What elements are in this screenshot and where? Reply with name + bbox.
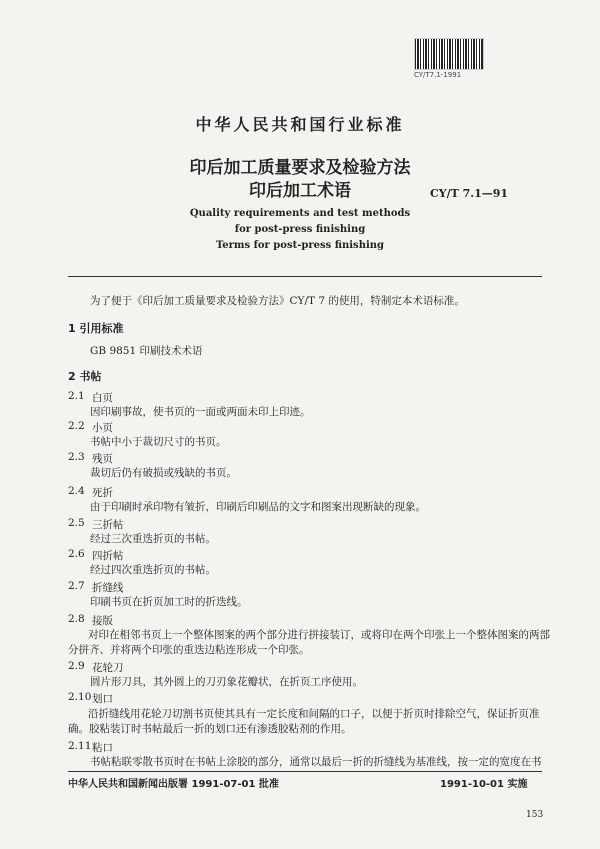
term-name: 接版 <box>92 615 113 627</box>
term-number: 2.3 <box>68 451 85 463</box>
term-definition: 书帖粘联零散书页时在书帖上涂胶的部分，通常以最后一折的折缝线为基准线，按一定的宽度在书 <box>90 756 542 768</box>
term-number: 2.6 <box>68 548 85 560</box>
term-definition: 书帖中小于裁切尺寸的书页。 <box>90 436 227 448</box>
term-name: 小页 <box>92 422 113 434</box>
english-title-line3: Terms for post-press finishing <box>215 240 385 251</box>
bottom-divider <box>68 771 542 772</box>
term-name: 折缝线 <box>92 582 124 594</box>
term-number: 2.2 <box>68 420 85 432</box>
english-title-line1: Quality requirements and test methods <box>189 208 411 219</box>
term-name: 粘口 <box>92 742 113 754</box>
term-number: 2.10 <box>68 691 92 703</box>
approval-line: 中华人民共和国新闻出版署 1991-07-01 批准 <box>68 779 279 790</box>
term-number: 2.7 <box>68 580 85 592</box>
barcode <box>414 38 484 70</box>
barcode-text: CY/T7.1-1991 <box>414 71 462 79</box>
term-number: 2.4 <box>68 485 85 497</box>
term-definition: 因印刷事故，使书页的一面或两面未印上印迹。 <box>90 406 311 418</box>
english-title <box>0 206 600 254</box>
main-title-line2: 印后加工术语 <box>249 181 351 201</box>
term-number: 2.8 <box>68 613 85 625</box>
term-definition: 印刷书页在折页加工时的折迭线。 <box>90 596 248 608</box>
standard-number: CY/T 7.1—91 <box>430 187 509 200</box>
term-name: 死折 <box>92 487 113 499</box>
term-definition: 经过四次重迭折页的书帖。 <box>90 564 216 576</box>
english-title-line2: for post-press finishing <box>234 224 366 235</box>
term-name: 花轮刀 <box>92 662 124 674</box>
term-name: 划口 <box>92 693 113 705</box>
term-number: 2.5 <box>68 517 85 529</box>
term-definition: 裁切后仍有破损或残缺的书页。 <box>90 467 237 479</box>
standard-title: 中华人民共和国行业标准 <box>195 115 405 134</box>
section1-heading: 1 引用标准 <box>68 322 124 335</box>
main-title-line1: 印后加工质量要求及检验方法 <box>189 158 411 178</box>
term-number: 2.11 <box>68 740 92 752</box>
page-number: 153 <box>526 810 544 820</box>
main-title <box>0 157 600 203</box>
term-definition: 经过三次重迭折页的书帖。 <box>90 533 216 545</box>
term-number: 2.9 <box>68 660 85 672</box>
section2-heading: 2 书帖 <box>68 370 102 383</box>
term-number: 2.1 <box>68 390 85 402</box>
term-definition: 圆片形刀具，其外圆上的刀刃象花瓣状，在折页工序使用。 <box>90 676 363 688</box>
term-definition: 沿折缝线用花轮刀切割书页使其具有一定长度和间隔的口子，以便于折页时排除空气，保证折页准确。胶粘装订时书帖最后一折的划口还有渗透胶粘剂的作用。 <box>68 708 540 735</box>
implementation-date: 1991-10-01 实施 <box>440 779 528 790</box>
intro-paragraph: 为了便于《印后加工质量要求及检验方法》CY/T 7 的使用，特制定本术语标准。 <box>90 295 465 307</box>
term-name: 残页 <box>92 453 113 465</box>
term-definition: 由于印刷时承印物有皱折，印刷后印刷品的文字和图案出现断缺的现象。 <box>90 501 426 513</box>
top-divider <box>68 276 542 277</box>
normative-reference: GB 9851 印刷技术术语 <box>90 345 203 357</box>
term-name: 三折帖 <box>92 519 124 531</box>
term-definition: 对印在相邻书页上一个整体图案的两个部分进行拼接装订，或将印在两个印张上一个整体图案的两部分拼齐、并将两个印张的重迭边粘连形成一个印张。 <box>68 629 550 656</box>
term-name: 四折帖 <box>92 550 124 562</box>
term-name: 白页 <box>92 392 113 404</box>
